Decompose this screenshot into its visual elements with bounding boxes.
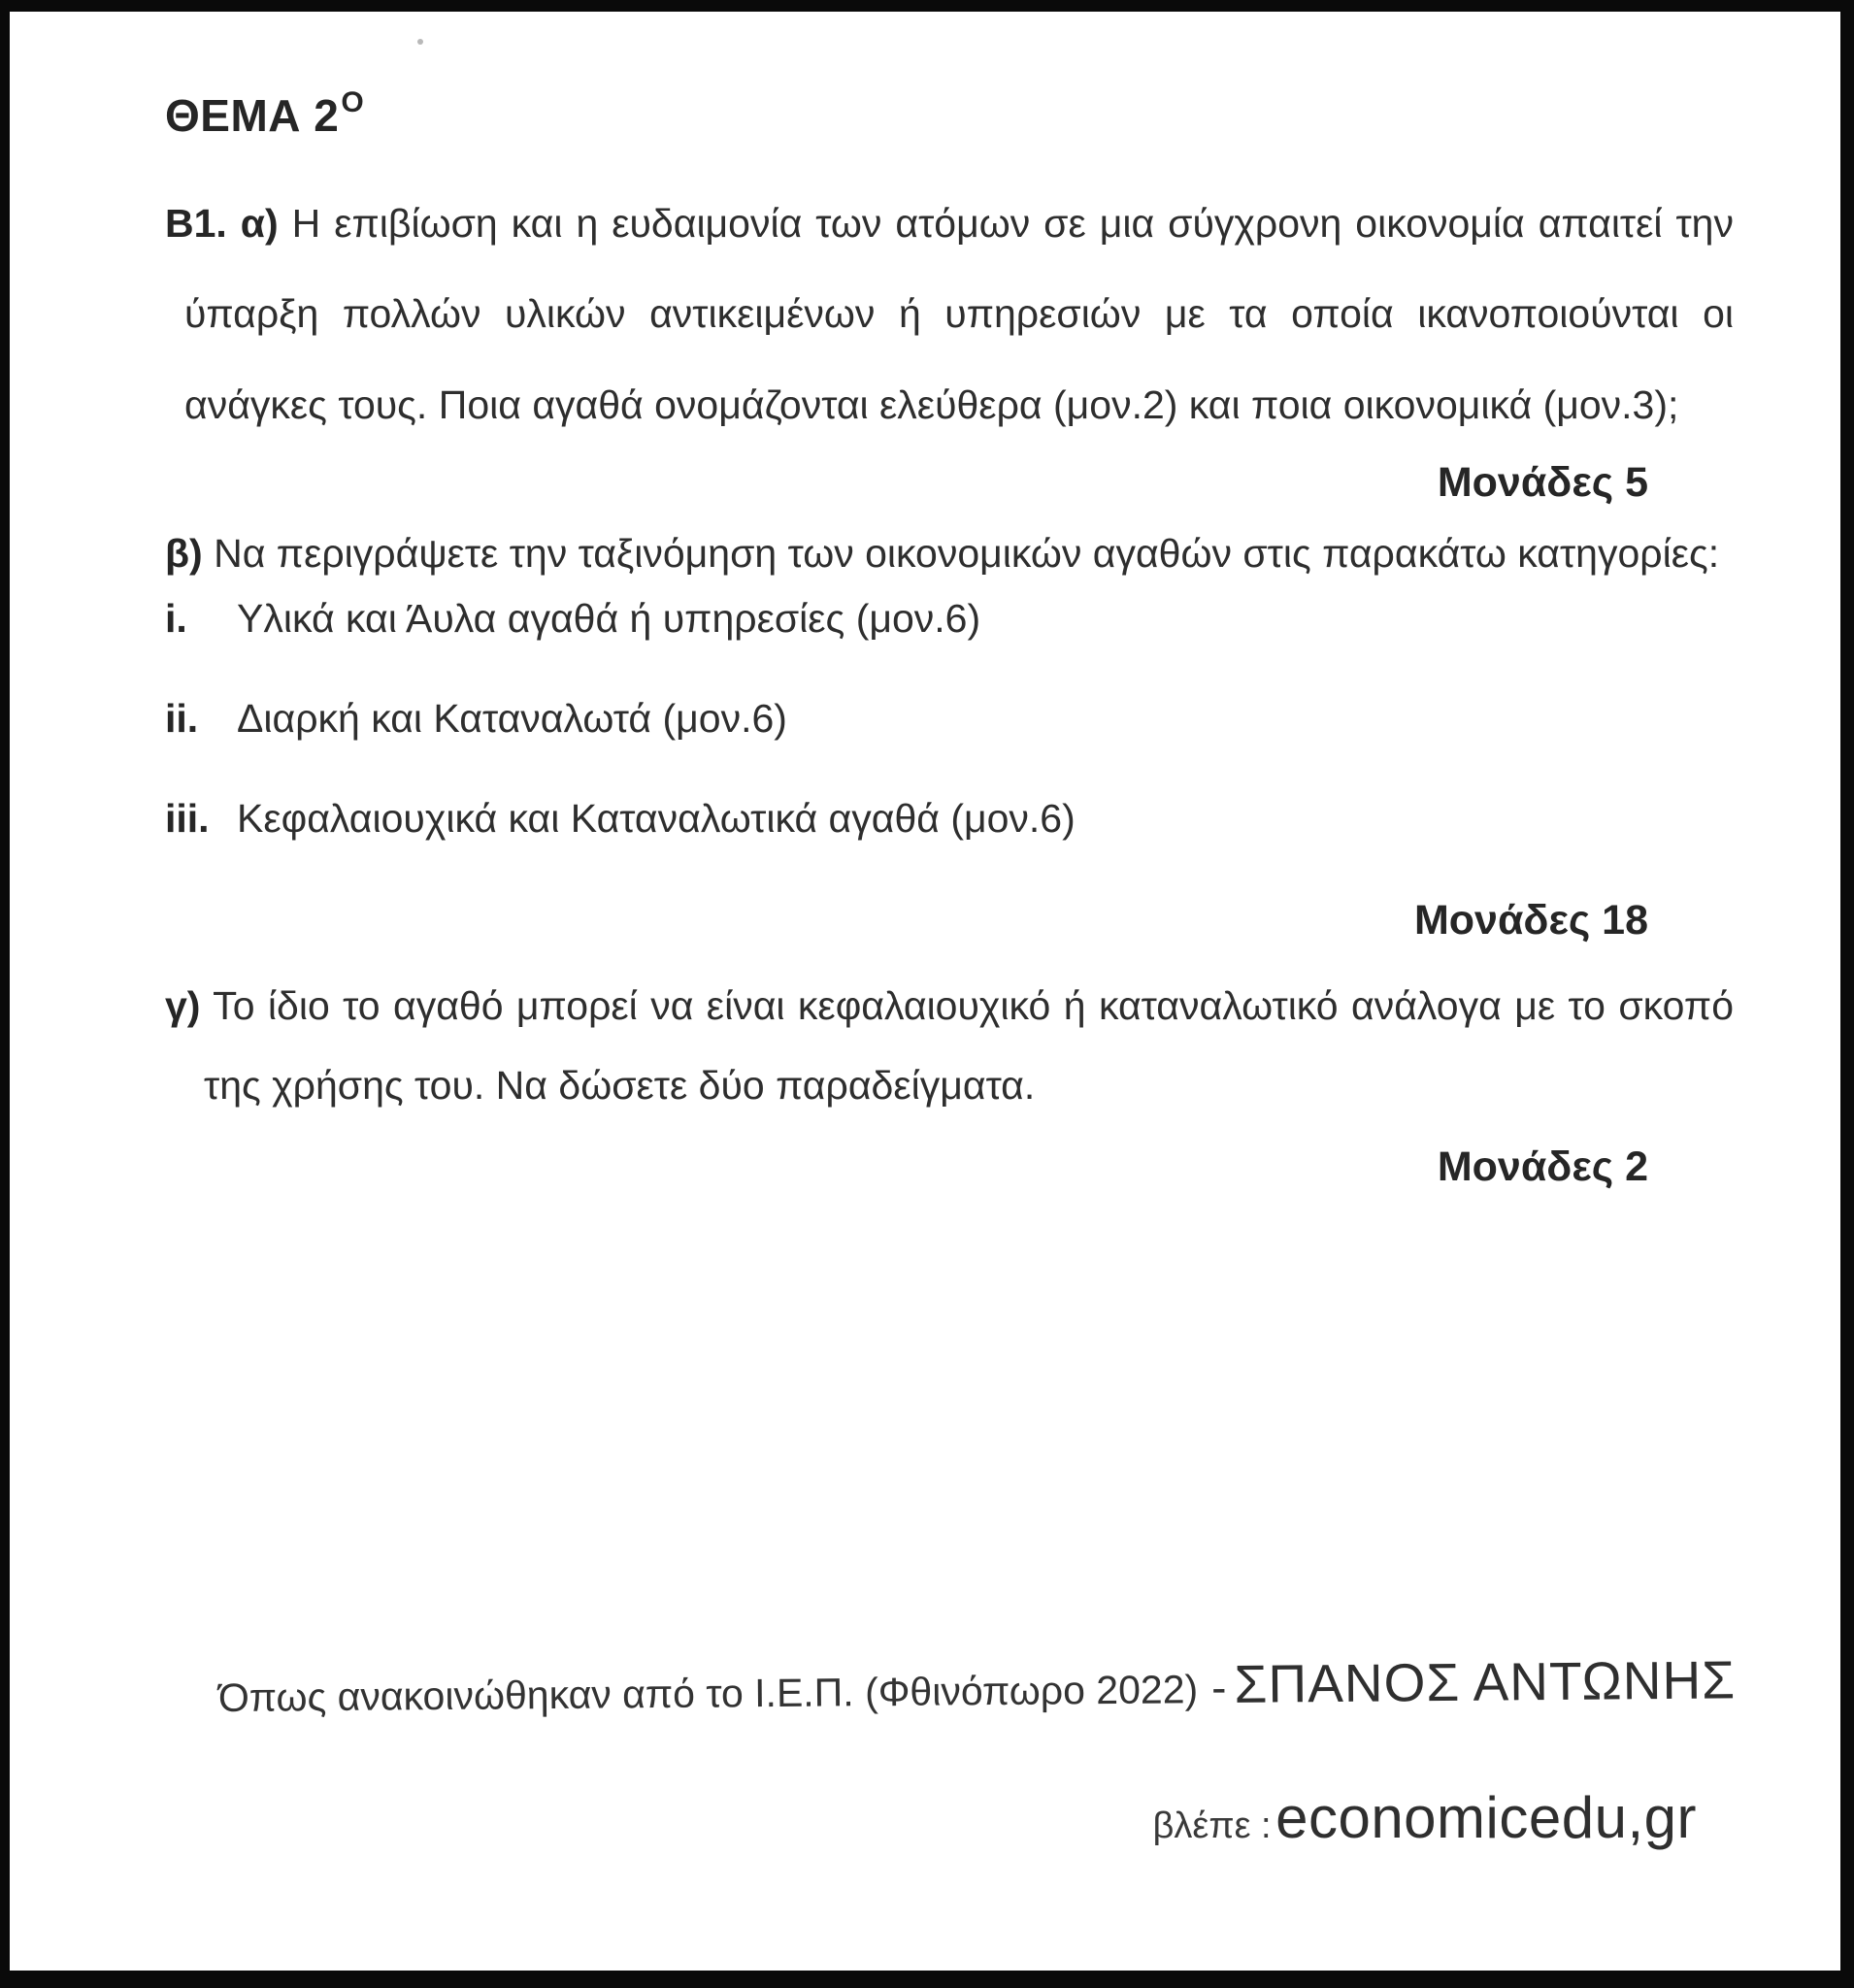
question-a-points: Μονάδες 5 <box>1437 459 1648 507</box>
footer-dash: - <box>1210 1661 1227 1713</box>
list-item-numeral: ii. <box>165 695 199 741</box>
footer-see-label: βλέπε : <box>1152 1806 1272 1846</box>
list-item-text: Διαρκή και Καταναλωτά (μον.6) <box>237 695 787 741</box>
list-item <box>165 594 1734 644</box>
list-item <box>165 694 1734 744</box>
page-footer <box>10 1649 1840 1851</box>
question-b-points: Μονάδες 18 <box>1413 897 1648 944</box>
footer-site-line <box>218 1784 1724 1851</box>
document-page <box>10 12 1840 1971</box>
list-item <box>165 794 1734 844</box>
scan-speck <box>417 39 423 45</box>
question-c-text: Το ίδιο το αγαθό μπορεί να είναι κεφαλαιουχικό ή καταναλωτικό ανάλογα με το σκοπό της χρήσης του. Να δώσετε δύο παραδείγματα. <box>204 983 1734 1109</box>
list-item-numeral: iii. <box>165 796 210 842</box>
question-b-text: Να περιγράψετε την ταξινόμηση των οικονομικών αγαθών στις παρακάτω κατηγορίες: <box>214 531 1720 577</box>
list-item-text: Κεφαλαιουχικά και Καταναλωτικά αγαθά (μον.6) <box>237 796 1076 842</box>
question-b-paragraph <box>165 528 1734 580</box>
list-item-numeral: i. <box>165 595 187 641</box>
question-a-label: Β1. α) <box>165 201 279 246</box>
question-b-label: β) <box>165 531 203 577</box>
question-c-paragraph <box>165 966 1734 1125</box>
question-a-paragraph <box>165 179 1734 450</box>
question-a-text: Η επιβίωση και η ευδαιμονία των ατόμων σε μια σύγχρονη οικονομία απαιτεί την ύπαρξη πολλών υλικών αντικειμένων ή υπηρεσιών με τα οποία ικανοποιούνται οι ανάγκες τους. Ποια αγαθά ονομάζονται ελεύθερα (μον.2) και ποια οικονομικά (μον.3); <box>184 201 1734 427</box>
footer-author-name: ΣΠΑΝΟΣ ΑΝΤΩΝΗΣ <box>1234 1649 1737 1714</box>
list-item-text: Υλικά και Άυλα αγαθά ή υπηρεσίες (μον.6) <box>237 595 981 641</box>
page-title-text: ΘΕΜΑ 2 <box>165 90 340 141</box>
question-b-subitems <box>165 594 1734 845</box>
question-c-points: Μονάδες 2 <box>1437 1143 1648 1191</box>
footer-source-text: Όπως ανακοινώθηκαν από το Ι.Ε.Π. (Φθινόπωρο 2022) <box>217 1667 1199 1720</box>
footer-site-name: economicedu,gr <box>1275 1785 1697 1850</box>
page-title <box>165 85 1734 142</box>
question-c-label: γ) <box>165 983 201 1029</box>
page-title-superscript: Ο <box>341 85 365 118</box>
footer-source-line <box>217 1648 1737 1724</box>
